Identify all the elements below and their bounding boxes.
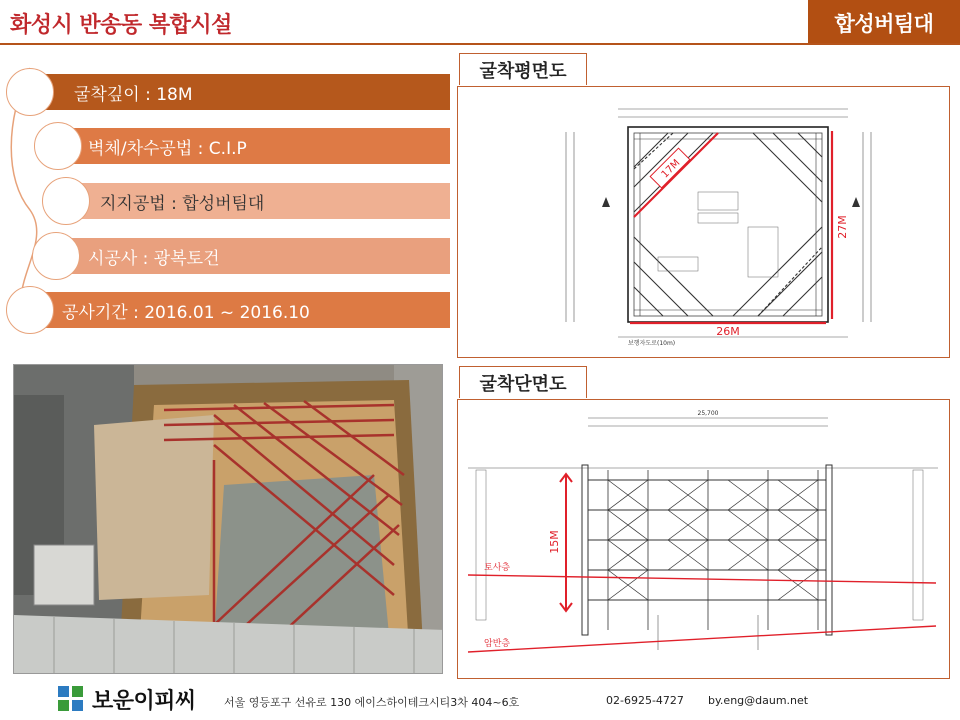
- tab-section: 굴착단면도: [459, 366, 587, 398]
- info-bullet: [34, 122, 82, 170]
- layer-soil-label: 토사층: [484, 563, 511, 573]
- company-address: 서울 영등포구 선유로 130 에이스하이테크시티3차 404~6호: [224, 696, 520, 709]
- north-arrow-icon: [602, 197, 610, 207]
- plan-dim-diagonal: 17M: [659, 157, 683, 181]
- info-bullet: [42, 177, 90, 225]
- info-wall-text: 벽체/차수공법 : C.I.P: [88, 138, 247, 159]
- site-photo: [13, 364, 443, 674]
- info-support-text: 지지공법 : 합성버팀대: [100, 193, 265, 214]
- company-phone: 02-6925-4727: [606, 694, 684, 707]
- plan-drawing-panel: [457, 86, 950, 358]
- info-bar-contractor: [56, 238, 450, 274]
- north-arrow-icon: [852, 197, 860, 207]
- layer-rock-label: 암반층: [484, 639, 511, 649]
- plan-road-label: 보행자도로(10m): [628, 340, 676, 347]
- info-contractor-text: 시공사 : 광복토건: [88, 248, 220, 269]
- tab-plan: 굴착평면도: [459, 53, 587, 85]
- header-divider: [0, 43, 960, 45]
- info-bullet: [6, 68, 54, 116]
- info-depth-text: 굴착깊이 : 18M: [74, 84, 193, 105]
- info-bar-support: [68, 183, 450, 219]
- company-name: 보운이피씨: [92, 689, 196, 714]
- section-depth-label: 15M: [548, 530, 561, 554]
- excavation-section-drawing: [458, 400, 948, 678]
- info-bullet: [6, 286, 54, 334]
- section-top-dim: 25,700: [697, 410, 719, 417]
- page-title: 화성시 반송동 복합시설: [10, 13, 232, 38]
- info-bar-period: [30, 292, 450, 328]
- info-bullet: [32, 232, 80, 280]
- plan-dim-vertical: 27M: [836, 215, 849, 239]
- footer: [0, 680, 960, 720]
- method-badge: 합성버팀대: [808, 0, 960, 45]
- info-bar-depth: [30, 74, 450, 110]
- plan-dim-horizontal: 26M: [716, 325, 740, 338]
- company-logo-icon: [58, 686, 84, 712]
- info-bar-wall: [58, 128, 450, 164]
- excavation-plan-drawing: [458, 87, 948, 357]
- company-email: by.eng@daum.net: [708, 694, 809, 707]
- excavation-site-illustration: [14, 365, 443, 674]
- section-drawing-panel: [457, 399, 950, 679]
- info-period-text: 공사기간 : 2016.01 ~ 2016.10: [62, 302, 310, 323]
